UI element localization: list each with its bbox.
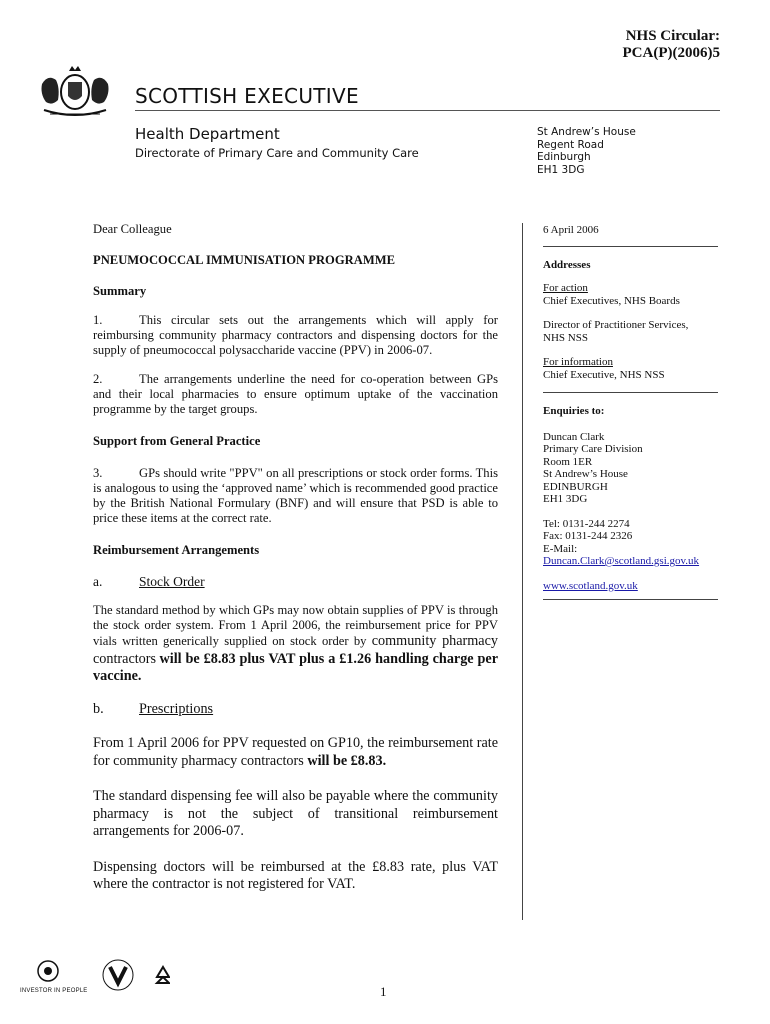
subsection-label: b. [93, 700, 104, 717]
for-information-label: For information [543, 356, 613, 368]
recycle-icon [157, 967, 169, 983]
addresses-heading: Addresses [543, 258, 591, 271]
for-action-recipient: Director of Practitioner Services, [543, 319, 689, 331]
contact-block [543, 431, 723, 506]
dispensing-fee-paragraph: The standard dispensing fee will also be payable where the community pharmacy is not the subject of transitional reimbursement arrangements for 2006-07. [93, 788, 498, 839]
sidebar-divider [543, 392, 718, 393]
directorate-name: Directorate of Primary Care and Community Care [135, 146, 419, 160]
office-address [537, 126, 636, 176]
circular-reference [623, 28, 720, 62]
summary-heading: Summary [93, 284, 147, 298]
contact-line: EDINBURGH [543, 480, 608, 493]
address-line: EH1 3DG [537, 163, 585, 176]
paragraph-text: This circular sets out the arrangements which will apply for reimbursing community pharmacy contractors and dispensing doctors for the supply of pneumococcal polysaccharide vaccine (PPV) in 2006-07. [93, 313, 498, 357]
for-information-block [543, 356, 723, 381]
address-line: Regent Road [537, 138, 604, 151]
column-divider [522, 223, 523, 920]
dispensing-doctors-paragraph: Dispensing doctors will be reimbursed at the £8.83 rate, plus VAT where the contractor is not registered for VAT. [93, 858, 498, 892]
circular-number: PCA(P)(2006)5 [622, 45, 720, 61]
enquiries-heading: Enquiries to: [543, 405, 605, 417]
paragraph-text: GPs should write "PPV" on all prescriptions or stock order forms. This is analogous to using the ‘approved name’ which is recommended good practice by the British National Formulary (BNF) and will ensure that PSD is able to price these items at the correct rate. [93, 466, 498, 525]
department-name: Health Department [135, 125, 280, 143]
phone-block [543, 518, 723, 568]
salutation: Dear Colleague [93, 222, 172, 236]
for-action-recipient: NHS NSS [543, 331, 588, 344]
contact-line: St Andrew’s House [543, 468, 628, 480]
address-line: Edinburgh [537, 151, 591, 163]
prescriptions-text: From 1 April 2006 for PPV requested on GP10, the reimbursement rate for community pharmacy contractors [93, 735, 498, 769]
paragraph-1 [93, 313, 498, 358]
address-line: St Andrew’s House [537, 126, 636, 138]
stock-order-text-large: community pharmacy contractors [93, 633, 498, 667]
stock-order-price: will be £8.83 plus VAT plus a £1.26 handling charge per vaccine. [93, 650, 498, 684]
sidebar-divider [543, 599, 718, 600]
royal-crest-icon [30, 62, 120, 124]
investor-in-people-label: INVESTOR IN PEOPLE [20, 988, 88, 994]
for-action-recipient: Chief Executives, NHS Boards [543, 294, 680, 307]
letter-body [93, 222, 498, 908]
header-divider [135, 110, 720, 111]
email-link[interactable]: Duncan.Clark@scotland.gsi.gov.uk [543, 555, 700, 567]
letter-title: PNEUMOCOCCAL IMMUNISATION PROGRAMME [93, 253, 396, 267]
website-link[interactable]: www.scotland.gov.uk [543, 579, 638, 592]
contact-line: EH1 3DG [543, 493, 588, 505]
support-heading: Support from General Practice [93, 434, 261, 448]
subsection-b [93, 701, 498, 719]
paragraph-3 [93, 466, 498, 526]
subsection-title: Stock Order [139, 574, 205, 589]
contact-line: Duncan Clark [543, 430, 605, 443]
paragraph-number: 2. [93, 372, 103, 386]
contact-line: Primary Care Division [543, 443, 643, 455]
sidebar-divider [543, 246, 718, 247]
paragraph-number: 3. [93, 466, 103, 480]
subsection-title: Prescriptions [139, 700, 214, 717]
email-label: E-Mail: [543, 542, 578, 555]
subsection-a [93, 574, 498, 589]
contact-line: Room 1ER [543, 455, 593, 468]
prescriptions-paragraph [93, 735, 498, 770]
reimbursement-heading: Reimbursement Arrangements [93, 543, 260, 557]
for-action-block [543, 282, 723, 307]
for-information-recipient: Chief Executive, NHS NSS [543, 368, 665, 381]
paragraph-number: 1. [93, 313, 103, 327]
paragraph-2 [93, 372, 498, 417]
investor-in-people-icon [38, 961, 58, 981]
for-action-label: For action [543, 282, 588, 294]
page-number: 1 [380, 984, 387, 999]
telephone: Tel: 0131-244 2274 [543, 517, 630, 530]
sidebar [543, 224, 723, 612]
circular-label: NHS Circular: [625, 28, 720, 44]
subsection-label: a. [93, 574, 103, 589]
stock-order-paragraph [93, 603, 498, 686]
for-action-block-2 [543, 319, 723, 344]
circular-date: 6 April 2006 [543, 224, 599, 236]
paragraph-text: The arrangements underline the need for co-operation between GPs and their local pharmacies to ensure optimum uptake of the vaccination programme by the target groups. [93, 372, 498, 416]
prescriptions-price: will be £8.83. [307, 752, 387, 769]
fax: Fax: 0131-244 2326 [543, 530, 633, 542]
organisation-name: SCOTTISH EXECUTIVE [135, 84, 359, 108]
stock-order-text: The standard method by which GPs may now obtain supplies of PPV is through the stock order system. From 1 April 2006, the reimbursement price for PPV vials written generically supplied on stock order by [93, 603, 498, 648]
positive-about-disabled-people-icon [103, 960, 133, 990]
